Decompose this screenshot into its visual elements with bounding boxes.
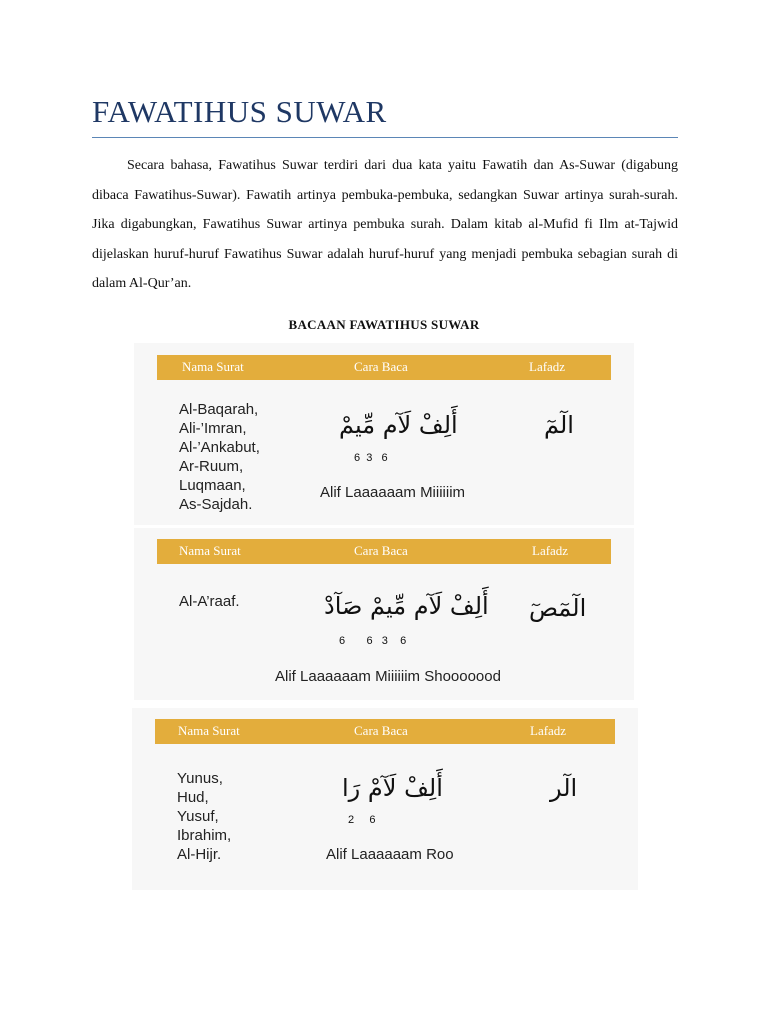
- surah-name: Ibrahim,: [177, 827, 232, 844]
- latin-reading: Alif Laaaaaam Roo: [326, 846, 454, 863]
- page-title: FAWATIHUS SUWAR: [92, 94, 387, 129]
- title-underline: [92, 137, 678, 138]
- col-lafadz: Lafadz: [530, 723, 567, 738]
- surah-name: Ali-’Imran,: [179, 420, 247, 437]
- lafadz-text: الٓمٓ: [544, 411, 574, 439]
- col-nama-surat: Nama Surat: [178, 723, 240, 738]
- surah-name: Ar-Ruum,: [179, 458, 244, 475]
- card-header: [157, 355, 611, 380]
- surah-name: Al-’Ankabut,: [179, 439, 260, 456]
- arabic-spelling: أَلِفْ لَآمْ رَا: [342, 774, 443, 802]
- surah-list: [179, 400, 260, 514]
- reading-card-2: [134, 528, 634, 700]
- surah-name: Luqmaan,: [179, 477, 246, 494]
- col-cara-baca: Cara Baca: [354, 543, 408, 558]
- card-header: [155, 719, 615, 744]
- madd-numbers: 6 3 6: [354, 452, 388, 464]
- reading-card-1: [134, 343, 634, 525]
- reading-card-3: [132, 708, 638, 890]
- surah-list: [177, 769, 231, 864]
- latin-reading: Alif Laaaaaam Miiiiiim Shooooood: [275, 668, 501, 685]
- surah-name: As-Sajdah.: [179, 496, 253, 513]
- col-nama-surat: Nama Surat: [179, 543, 241, 558]
- surah-name: Al-A’raaf.: [179, 593, 240, 610]
- col-lafadz: Lafadz: [529, 359, 566, 374]
- intro-paragraph: Secara bahasa, Fawatihus Suwar terdiri dari dua kata yaitu Fawatih dan As-Suwar (digabung dibaca Fawatihus-Suwar). Fawatih artinya pembuka-pembuka, sedangkan Suwar artinya surah-surah. Jika digabungkan, Fawatihus Suwar artinya pembuka surah. Dalam kitab al-Mufid fi Ilm at-Tajwid dijelaskan huruf-huruf Fawatihus Suwar adalah huruf-huruf yang menjadi pembuka sebagian surah di dalam Al-Qur’an.: [92, 158, 678, 292]
- surah-name: Yunus,: [177, 770, 223, 787]
- col-cara-baca: Cara Baca: [354, 723, 408, 738]
- madd-numbers: 6 6 3 6: [339, 635, 407, 647]
- madd-numbers: 2 6: [348, 814, 376, 826]
- surah-name: Al-Hijr.: [177, 846, 222, 863]
- surah-list: [179, 592, 240, 611]
- arabic-spelling: أَلِفْ لَآم مِّيمْ صَآدْ: [324, 592, 489, 620]
- surah-name: Hud,: [177, 789, 209, 806]
- surah-name: Yusuf,: [177, 808, 219, 825]
- card-header: [157, 539, 611, 564]
- arabic-spelling: أَلِفْ لَآم مِّيمْ: [339, 411, 458, 439]
- table-heading: BACAAN FAWATIHUS SUWAR: [288, 317, 480, 332]
- lafadz-text: الٓمٓصٓ: [529, 594, 587, 622]
- col-nama-surat: Nama Surat: [182, 359, 244, 374]
- col-cara-baca: Cara Baca: [354, 359, 408, 374]
- surah-name: Al-Baqarah,: [179, 401, 259, 418]
- lafadz-text: الٓر: [550, 774, 578, 802]
- col-lafadz: Lafadz: [532, 543, 569, 558]
- latin-reading: Alif Laaaaaam Miiiiiim: [320, 484, 466, 501]
